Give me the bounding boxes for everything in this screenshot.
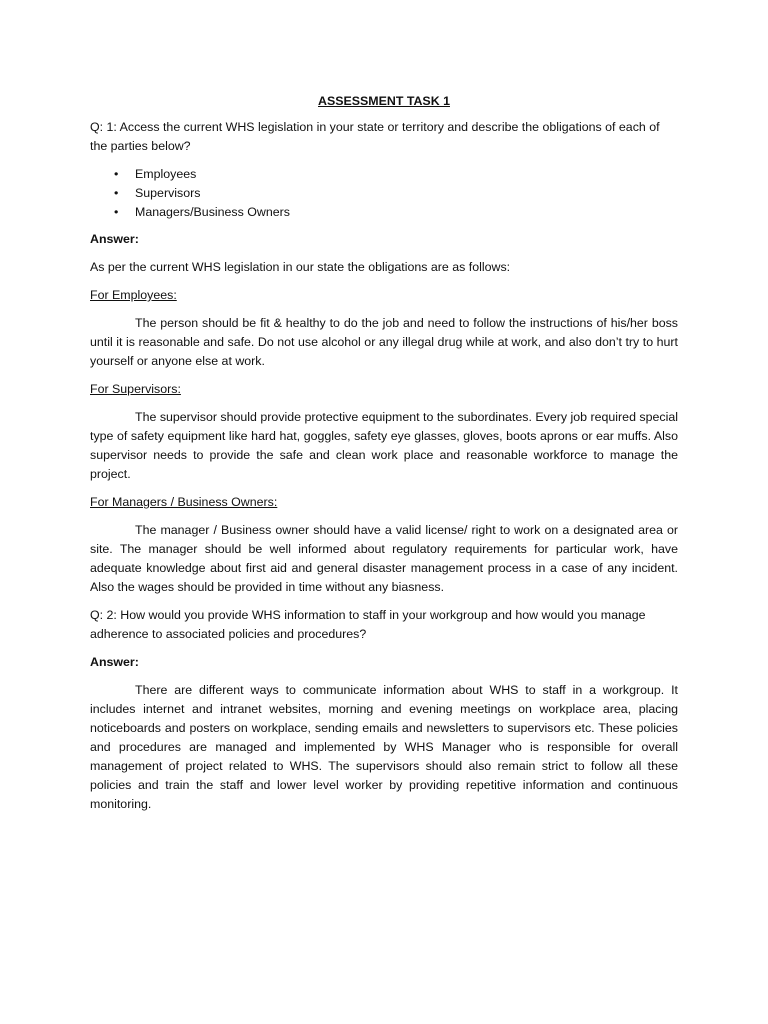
list-item-label: Managers/Business Owners [135, 205, 290, 219]
section-heading-employees: For Employees: [90, 288, 177, 302]
list-item-label: Employees [135, 167, 197, 181]
list-item-label: Supervisors [135, 186, 201, 200]
bullet-icon: • [114, 186, 119, 200]
question-1: Q: 1: Access the current WHS legislation in your state or territory and describe the obligations of each of the parties below? [90, 120, 660, 153]
section-heading-managers: For Managers / Business Owners: [90, 495, 278, 509]
document-title: ASSESSMENT TASK 1 [318, 94, 450, 108]
answer-2-label: Answer: [90, 655, 139, 669]
section-body-employees: The person should be fit & healthy to do the job and need to follow the instructions of his/her boss until it is reasonable and safe. Do not use alcohol or any illegal drug while at work, and also don’t try to hurt yourself or anyone else at work. [90, 316, 678, 368]
answer-1-intro: As per the current WHS legislation in our state the obligations are as follows: [90, 260, 511, 274]
document-page [90, 92, 678, 823]
answer-2-body: There are different ways to communicate information about WHS to staff in a workgroup. It includes internet and intranet websites, morning and evening meetings on workplace area, placing noticeboards and posters on workplace, sending emails and newsletters to supervisors etc. These policies and procedures are managed and implemented by WHS Manager who is responsible for overall management of project related to WHS. The supervisors should also remain strict to follow all these policies and train the staff and lower level worker by providing repetitive information and continuous monitoring. [90, 683, 678, 811]
bullet-icon: • [114, 167, 119, 181]
list-item [90, 165, 678, 184]
list-item [90, 203, 678, 222]
list-item [90, 184, 678, 203]
section-heading-supervisors: For Supervisors: [90, 382, 181, 396]
answer-1-label: Answer: [90, 232, 139, 246]
section-body-supervisors: The supervisor should provide protective equipment to the subordinates. Every job required special type of safety equipment like hard hat, goggles, safety eye glasses, gloves, boots aprons or ear muffs. Also supervisor needs to provide the safe and clean work place and reasonable workforce to manage the project. [90, 410, 678, 481]
parties-list [90, 165, 678, 222]
question-2: Q: 2: How would you provide WHS information to staff in your workgroup and how would you manage adherence to associated policies and procedures? [90, 608, 646, 641]
bullet-icon: • [114, 205, 119, 219]
section-body-managers: The manager / Business owner should have a valid license/ right to work on a designated area or site. The manager should be well informed about regulatory requirements for particular work, have adequate knowledge about first aid and general disaster management process in a case of any incident. Also the wages should be provided in time without any biasness. [90, 523, 678, 594]
